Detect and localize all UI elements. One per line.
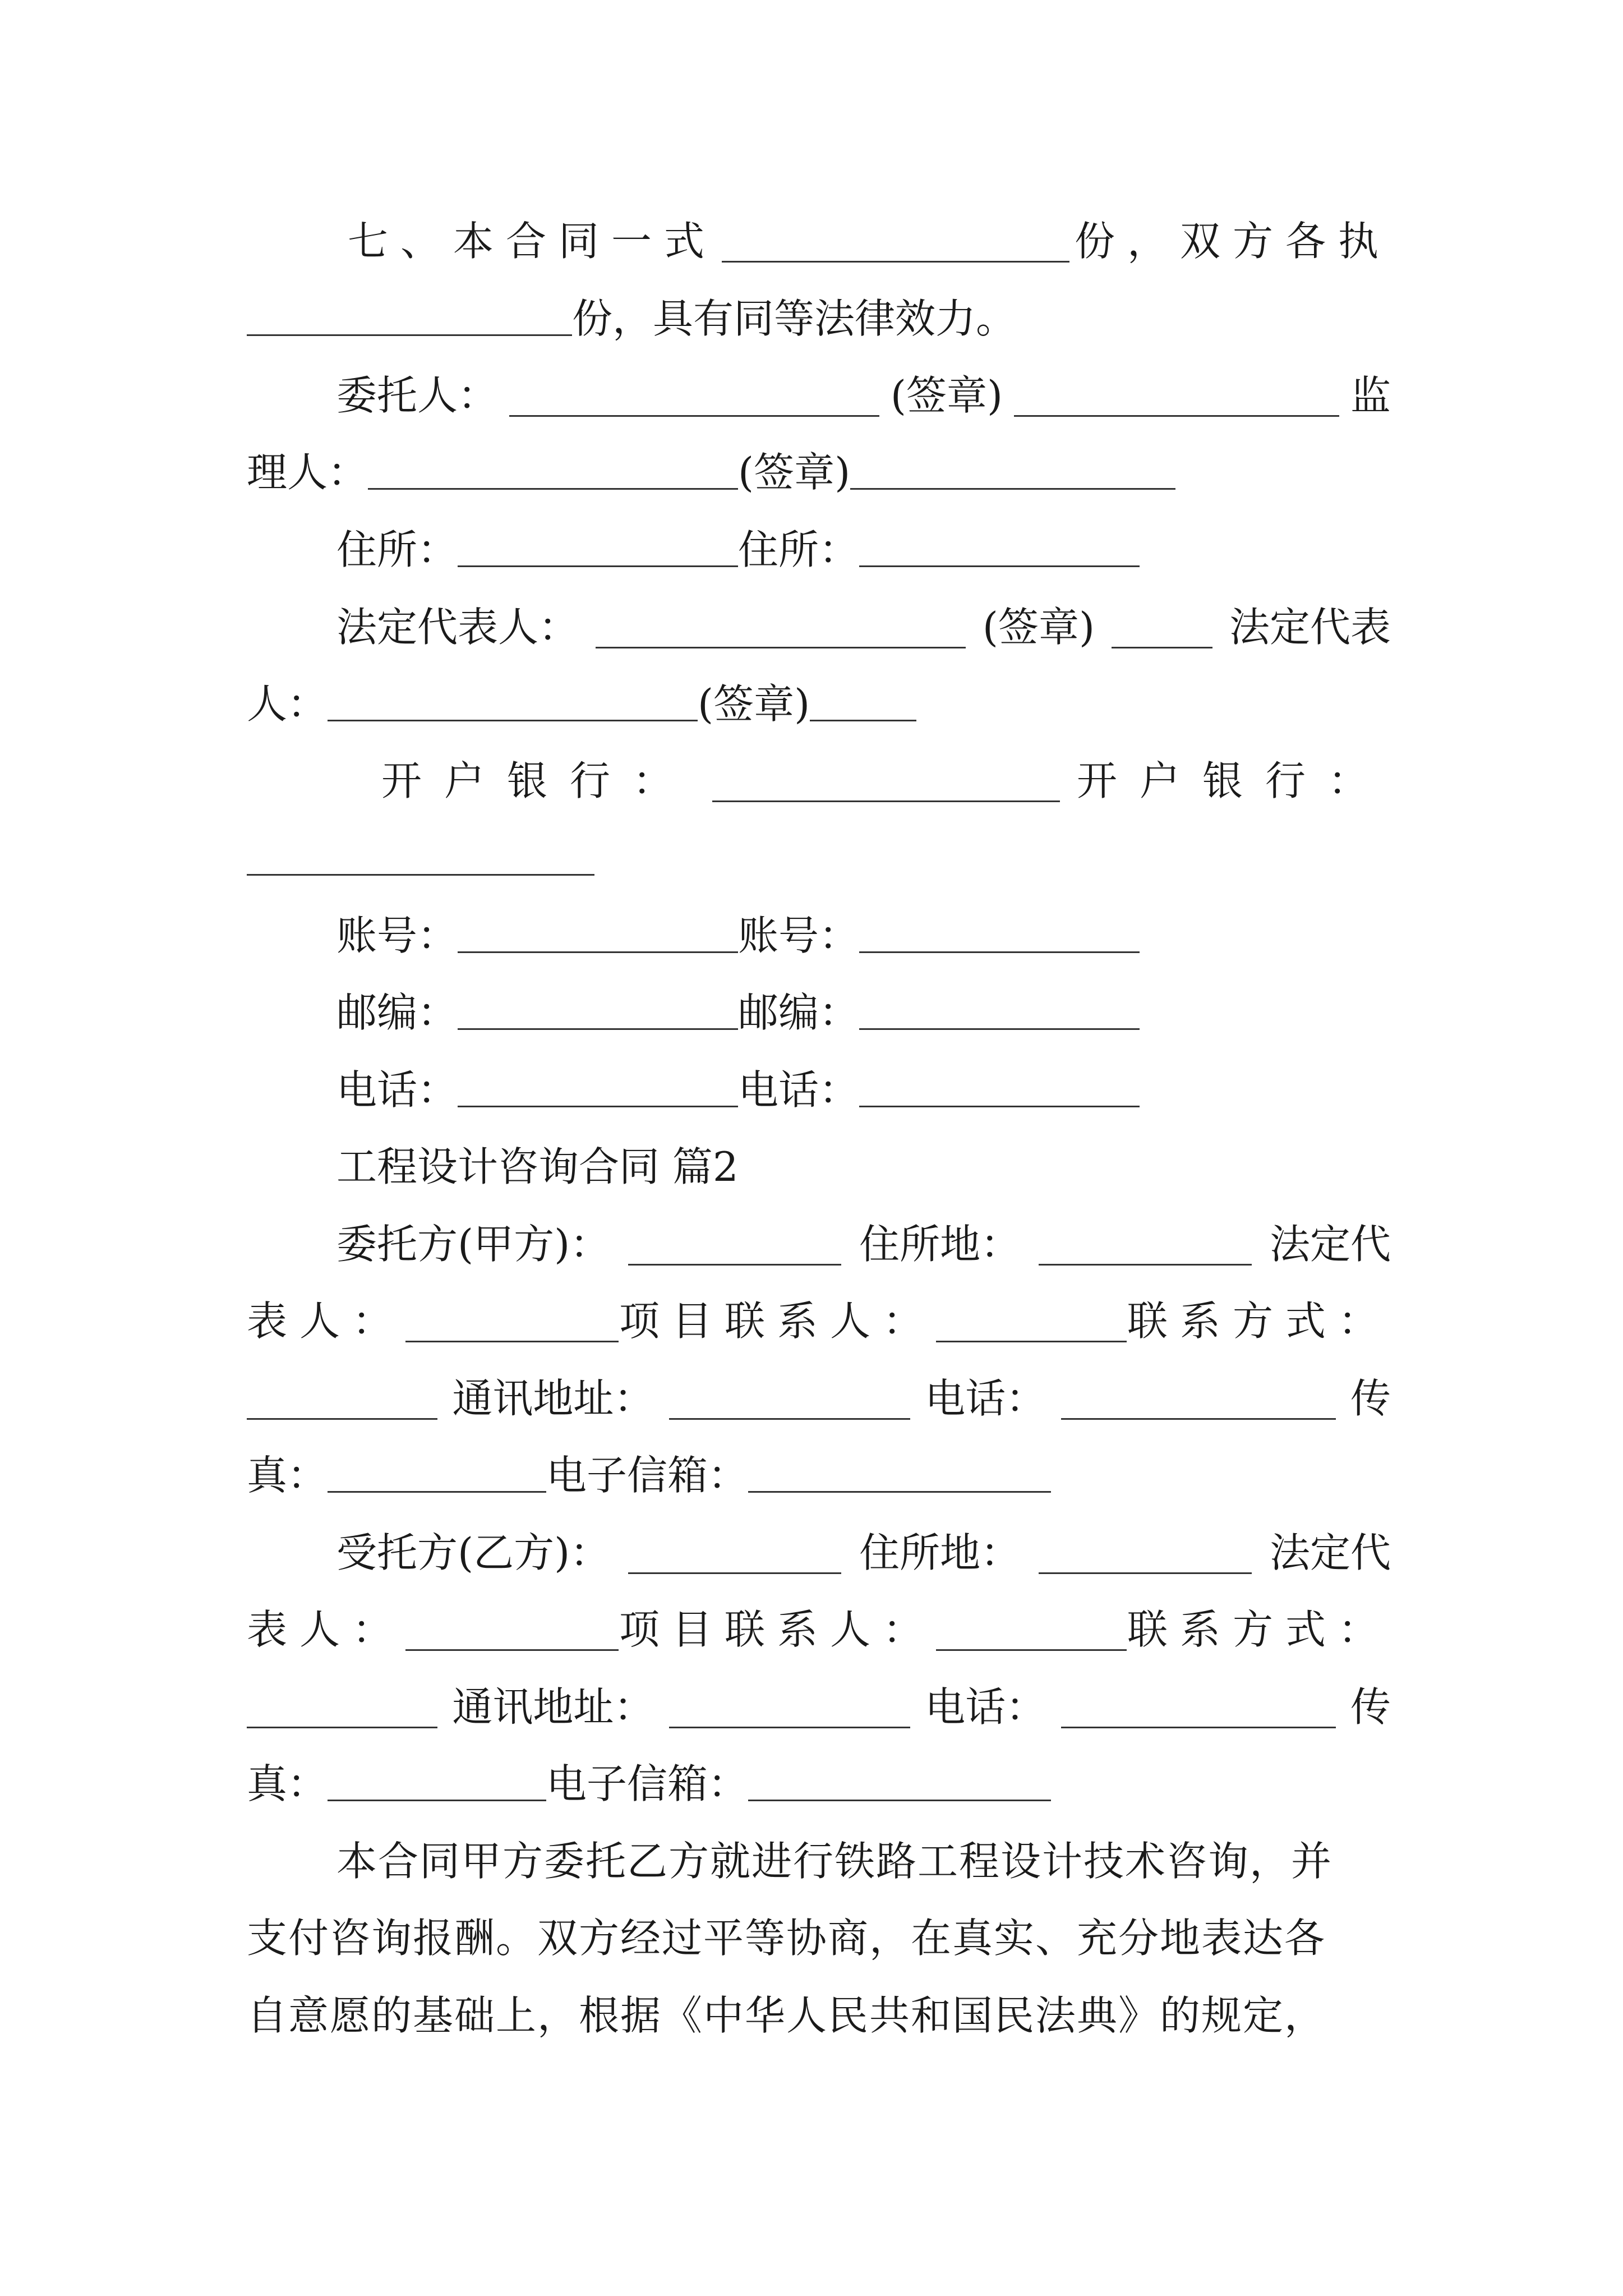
- party-b-line-1: [247, 1525, 1391, 1581]
- party-a-fax-label-start: 传: [1350, 1375, 1391, 1422]
- supervisor-pre-blank[interactable]: [1014, 375, 1339, 417]
- account-label-1: 账号：: [336, 912, 458, 959]
- legal-rep-seal-label-1: (签章): [982, 604, 1095, 651]
- party-a-label: 委托方(甲方)：: [336, 1221, 611, 1268]
- party-a-residence-blank[interactable]: [1039, 1223, 1252, 1266]
- address-blank-2[interactable]: [859, 525, 1140, 567]
- party-a-fax-label-end: 真：: [247, 1452, 328, 1499]
- legal-rep-label-1: 法定代表人：: [336, 604, 579, 651]
- address-label-2: 住所：: [738, 526, 860, 573]
- party-a-email-label: 电子信箱：: [546, 1452, 749, 1499]
- phone-blank-1[interactable]: [458, 1065, 738, 1107]
- party-b-residence-blank[interactable]: [1039, 1532, 1252, 1574]
- party-b-contact-blank[interactable]: [936, 1609, 1127, 1651]
- party-a-mail-address-label: 通讯地址：: [452, 1375, 654, 1422]
- phone-label-1: 电话：: [336, 1066, 458, 1114]
- copies-total-blank[interactable]: [722, 220, 1069, 263]
- party-a-residence-label: 住所地：: [859, 1221, 1021, 1268]
- legal-rep-post-blank[interactable]: [810, 679, 916, 721]
- clause-seven-line-1: [247, 213, 1391, 269]
- copies-each-blank[interactable]: [247, 294, 572, 336]
- clause-seven-text-3: 份，具有同等法律效力。: [572, 295, 1017, 342]
- bank-label-2: 开户银行：: [1076, 757, 1391, 804]
- bank-label-1: 开户银行：: [381, 757, 696, 804]
- clause-seven-text-2: 份，双方各执: [1074, 218, 1391, 265]
- party-b-fax-blank[interactable]: [328, 1759, 546, 1801]
- party-b-residence-label: 住所地：: [859, 1529, 1021, 1576]
- party-b-phone-blank[interactable]: [1061, 1686, 1336, 1728]
- address-label-1: 住所：: [336, 526, 458, 573]
- supervisor-sign-line: [247, 444, 1391, 500]
- client-label: 委托人：: [336, 372, 499, 419]
- postcode-label-2: 邮编：: [738, 989, 860, 1036]
- legal-rep-blank-2[interactable]: [328, 679, 698, 721]
- party-a-method-label: 联系方式：: [1127, 1297, 1391, 1345]
- legal-rep-label-2-end: 人：: [247, 680, 328, 728]
- client-sign-line: [247, 367, 1391, 424]
- party-a-legal-rep-blank[interactable]: [405, 1300, 619, 1342]
- party-a-legal-rep-start: 法定代: [1269, 1221, 1391, 1268]
- party-a-method-blank[interactable]: [247, 1378, 437, 1420]
- party-a-legal-rep-end: 表人：: [247, 1297, 405, 1345]
- section-heading: 工程设计咨询合同 篇2: [336, 1143, 739, 1190]
- postcode-line: [247, 984, 1391, 1041]
- supervisor-label-end: 理人：: [247, 449, 368, 496]
- party-a-phone-label: 电话：: [925, 1375, 1046, 1422]
- account-label-2: 账号：: [738, 912, 860, 959]
- legal-rep-seal-label-2: (签章): [698, 680, 810, 728]
- account-blank-1[interactable]: [458, 911, 738, 953]
- bank-blank-line: [247, 830, 1391, 886]
- party-b-blank[interactable]: [628, 1532, 841, 1574]
- legal-rep-gap-blank[interactable]: [1112, 606, 1212, 648]
- party-b-method-label: 联系方式：: [1127, 1606, 1391, 1653]
- party-b-legal-rep-end: 表人：: [247, 1606, 405, 1653]
- party-b-line-4: [247, 1756, 1391, 1812]
- phone-label-2: 电话：: [738, 1066, 860, 1114]
- party-a-contact-label: 项目联系人：: [619, 1297, 935, 1345]
- legal-rep-label-2-start: 法定代表: [1229, 604, 1391, 651]
- party-b-fax-label-end: 真：: [247, 1760, 328, 1807]
- party-b-label: 受托方(乙方)：: [336, 1529, 611, 1576]
- body-paragraph-line-2: 支付咨询报酬。双方经过平等协商，在真实、充分地表达各: [247, 1915, 1326, 1962]
- party-b-mail-address-label: 通讯地址：: [452, 1683, 654, 1731]
- supervisor-label-start: 监: [1350, 372, 1391, 419]
- account-blank-2[interactable]: [859, 911, 1140, 953]
- address-blank-1[interactable]: [458, 525, 738, 567]
- party-a-mail-address-blank[interactable]: [669, 1378, 910, 1420]
- bank-blank-1[interactable]: [712, 760, 1060, 802]
- party-b-contact-label: 项目联系人：: [619, 1606, 935, 1653]
- party-b-phone-label: 电话：: [925, 1683, 1046, 1731]
- party-b-email-blank[interactable]: [748, 1759, 1051, 1801]
- party-b-legal-rep-start: 法定代: [1269, 1529, 1391, 1576]
- party-b-fax-label-start: 传: [1350, 1683, 1391, 1731]
- party-a-contact-blank[interactable]: [936, 1300, 1127, 1342]
- party-a-line-4: [247, 1447, 1391, 1503]
- party-a-email-blank[interactable]: [748, 1451, 1051, 1493]
- supervisor-seal-label: (签章): [738, 449, 851, 496]
- client-seal-label: (签章): [890, 372, 1003, 419]
- postcode-label-1: 邮编：: [336, 989, 458, 1036]
- party-a-blank[interactable]: [628, 1223, 841, 1266]
- party-b-mail-address-blank[interactable]: [669, 1686, 910, 1728]
- legal-rep-line: [247, 599, 1391, 655]
- supervisor-post-blank[interactable]: [850, 448, 1175, 490]
- body-paragraph-line-1: 本合同甲方委托乙方就进行铁路工程设计技术咨询，并: [336, 1838, 1333, 1885]
- postcode-blank-2[interactable]: [859, 988, 1140, 1030]
- account-line: [247, 908, 1391, 964]
- bank-line: [247, 753, 1391, 809]
- client-blank[interactable]: [509, 375, 879, 417]
- supervisor-blank[interactable]: [368, 448, 738, 490]
- party-a-phone-blank[interactable]: [1061, 1378, 1336, 1420]
- party-a-line-1: [247, 1216, 1391, 1272]
- party-a-line-3: [247, 1370, 1391, 1427]
- clause-seven-line-2: [247, 291, 1391, 347]
- party-b-method-blank[interactable]: [247, 1686, 437, 1728]
- party-b-line-2: [247, 1602, 1391, 1658]
- party-b-legal-rep-blank[interactable]: [405, 1609, 619, 1651]
- party-a-fax-blank[interactable]: [328, 1451, 546, 1493]
- legal-rep-line-2: [247, 676, 1391, 732]
- address-line: [247, 522, 1391, 578]
- party-a-line-2: [247, 1293, 1391, 1349]
- clause-seven-text: 七、本合同一式: [348, 218, 717, 265]
- phone-line: [247, 1062, 1391, 1118]
- body-paragraph-line-3: 自意愿的基础上，根据《中华人民共和国民法典》的规定，: [247, 1992, 1326, 2039]
- party-b-line-3: [247, 1679, 1391, 1735]
- party-b-email-label: 电子信箱：: [546, 1760, 749, 1807]
- postcode-blank-1[interactable]: [458, 988, 738, 1030]
- bank-blank-2[interactable]: [247, 834, 594, 876]
- legal-rep-blank-1[interactable]: [596, 606, 966, 648]
- phone-blank-2[interactable]: [859, 1065, 1140, 1107]
